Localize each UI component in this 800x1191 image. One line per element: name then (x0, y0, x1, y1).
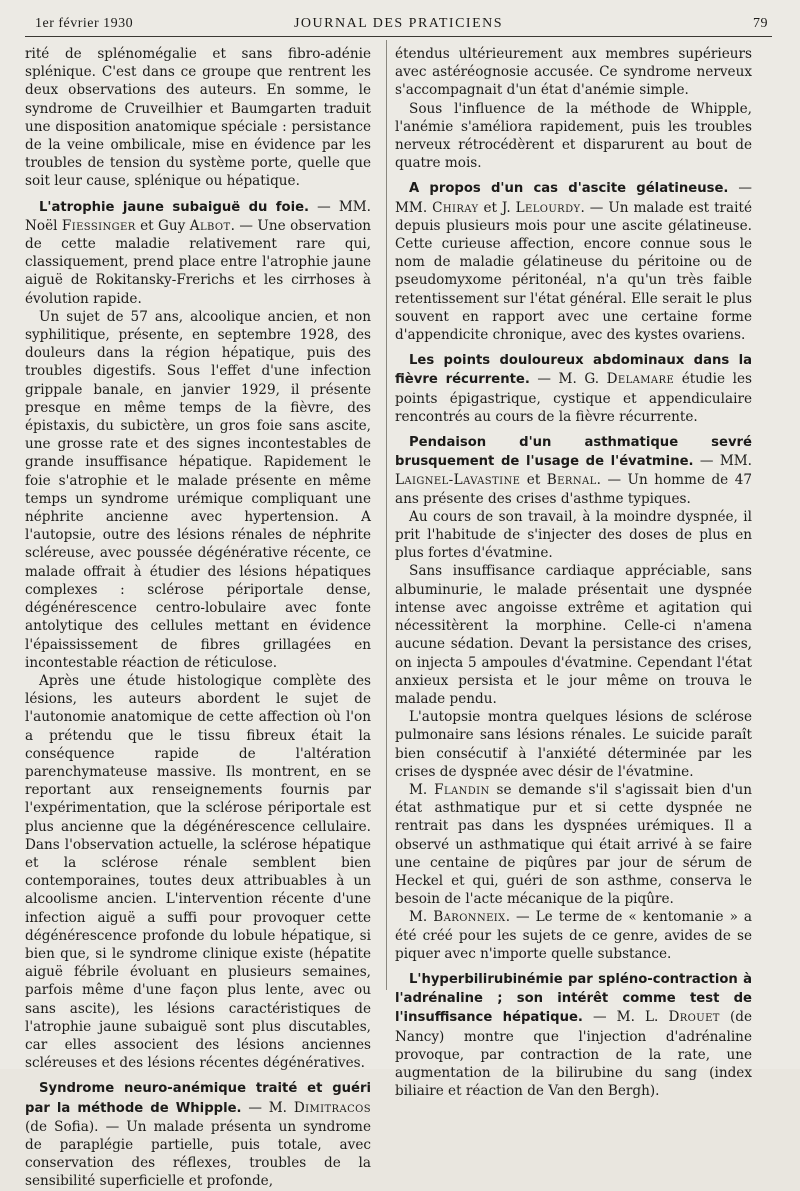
issue-date: 1er février 1930 (35, 16, 134, 31)
section-title: Pendaison d'un asthmatique sevré brusquement de l'usage de l'évatmine. (395, 435, 752, 470)
paragraph: rité de splénomégalie et sans fibro-adénie splénique. C'est dans ce groupe que rentrent les deux observations des auteurs. En somme, le syndrome de Cruveilhier et Baumgarten traduit une disposition anatomique spéciale : persistance de la veine ombilicale, mise en évidence par les troubles de tension du système porte, quelle que soit leur cause, splénique ou hépatique. (25, 46, 371, 190)
author-name: Chiray (432, 199, 479, 216)
author-name: Flandin (434, 781, 490, 798)
section-title: A propos d'un cas d'ascite gélatineuse. (409, 181, 729, 197)
paragraph: Sous l'influence de la méthode de Whipple, l'anémie s'améliora rapidement, puis les troubles nerveux rétrocédèrent et disparurent au bout de quatre mois. (395, 100, 752, 172)
paragraph: étendus ultérieurement aux membres supérieurs avec astéréognosie accusée. Ce syndrome nerveux s'accompagnait d'un état d'anémie simple. (395, 46, 752, 99)
author-name: Fiessinger (61, 217, 136, 234)
journal-title: JOURNAL DES PRATICIENS (293, 16, 504, 31)
paragraph: Au cours de son travail, à la moindre dyspnée, il prit l'habitude de s'injecter des doses de plus en plus fortes d'évatmine. (395, 508, 752, 562)
paragraph: Après une étude histologique complète des lésions, les auteurs abordent le sujet de l'autonomie anatomique de cette affection où l'on a prétendu que le tissu fibreux était la conséquence rapide de l'altération parenchymateuse massive. Ils montrent, en se reportant aux renseignements fournis par l'expérimentation, que la sclérose périportale est plus ancienne que la dégénérescence cellulaire. Dans l'observation actuelle, la sclérose hépatique et la sclérose rénale semblent bien contemporaines, toutes deux attribuables à un alcoolisme ancien. L'intervention récente d'une infection aiguë a suffi pour provoquer cette dégénérescence profonde du lobule hépatique, si bien que, si le syndrome clinique existe (hépatite aiguë fébrile évoluant en plusieurs semaines, parfois même d'une façon plus lente, avec ou sans ascite), les lésions caractéristiques de l'atrophie jaune subaiguë sont plus discutables, car elles associent des lésions anciennes scléreuses et des lésions récentes dégénératives. (25, 672, 371, 1072)
section-ascite-gelatineuse: A propos d'un cas d'ascite gélatineuse. — MM. Chiray et J. Lelourdy. — Un malade est traité depuis plusieurs mois pour une ascite gélatineuse. Cette curieuse affection, encore connue sous le nom de maladie gélatineuse du péritoine ou de pseudomyxome péritonéal, n'a qu'un très faible retentissement sur l'état général. Elle serait le plus souvent en rapport avec une certaine forme d'appendicite chronique, avec des kystes ovariens. (395, 180, 752, 344)
section-title: Syndrome neuro-anémique traité et guéri par la méthode de Whipple. (25, 1081, 371, 1116)
author-name: Bernal (546, 472, 597, 489)
section-neuro-anemique: Syndrome neuro-anémique traité et guéri par la méthode de Whipple. — M. Dimitracos (de Sofia). — Un malade présenta un syndrome de paraplégie partielle, puis totale, avec conservation des réflexes, troubles de la sensibilité superficielle et profonde, (25, 1081, 371, 1190)
section-title: L'atrophie jaune subaiguë du foie. (39, 199, 310, 215)
running-header (25, 14, 772, 37)
author-name: Laignel-Lavastine (395, 472, 521, 489)
section-pendaison-asthmatique: Pendaison d'un asthmatique sevré brusquement de l'usage de l'évatmine. — MM. Laignel-Lavastine et Bernal. — Un homme de 47 ans présente des crises d'asthme typiques. (395, 435, 752, 507)
paragraph: M. Baronneix. — Le terme de « kentomanie » a été créé pour les sujets de ce genre, avides de se piquer avec n'importe quelle substance. (395, 909, 753, 962)
paragraph: Sans insuffisance cardiaque appréciable, sans albuminurie, le malade présentait une dyspnée intense avec angoisse extrême et agitation qui nécessitèrent la morphine. Celle-ci n'amena aucune sédation. Devant la persistance des crises, on injecta 5 ampoules d'évatmine. Cependant l'état anxieux persista et le jour même on trouva le malade pendu. (395, 563, 752, 707)
section-title: Les points douloureux abdominaux dans la fièvre récurrente. (395, 353, 752, 388)
page-number: 79 (753, 16, 768, 31)
author-name: Lelourdy (515, 199, 581, 216)
section-points-douloureux: Les points douloureux abdominaux dans la fièvre récurrente. — M. G. Delamare étudie les points épigastrique, cystique et appendiculaire rencontrés au cours de la fièvre récurrente. (395, 353, 752, 425)
paragraph: L'autopsie montra quelques lésions de sclérose pulmonaire sans lésions rénales. Le suicide paraît bien consécutif à l'anxiété déterminée par les crises de dyspnée avec désir de l'évatmine. (395, 709, 752, 780)
section-title: L'hyperbilirubinémie par spléno-contraction à l'adrénaline ; son intérêt comme test de l'insuffisance hépatique. (395, 971, 752, 1026)
section-cruveilhier-atrophie: L'atrophie jaune subaiguë du foie. — MM. Noël Fiessinger et Guy Albot. — Une observation de cette maladie relativement rare qui, classiquement, prend place entre l'atrophie jaune aiguë de Rokitansky-Frerichs et les cirrhoses à évolution rapide. (25, 198, 372, 307)
left-column (25, 45, 377, 1191)
author-name: Delamare (606, 371, 675, 388)
author-name: Dimitracos (293, 1099, 371, 1116)
author-name: Albot (189, 217, 231, 234)
paragraph: Un sujet de 57 ans, alcoolique ancien, et non syphilitique, présente, en septembre 1928, des douleurs dans la région hépatique, puis des troubles digestifs. Sous l'effet d'une infection grippale banale, en janvier 1929, il présente presque en même temps de la fièvre, des épistaxis, du subictère, un gros foie sans ascite, une grosse rate et des signes incontestables de grande insuffisance hépatique. Rapidement le foie s'atrophie et le malade présente en même temps un syndrome urémique compliquant une néphrite ancienne avec hypertension. A l'autopsie, outre des lésions rénales de néphrite scléreuse, avec poussée dégénérative récente, ce malade offrait à étudier des lésions hépatiques complexes : sclérose périportale dense, dégénérescence centro-lobulaire avec fonte antolytique des cellules mettant en évidence l'épaississement de fibres grillagées en incontestable réaction de réticulose. (25, 308, 371, 671)
right-column (395, 45, 752, 1191)
paragraph: M. Flandin se demande s'il s'agissait bien d'un état asthmatique pur et si cette dyspnée ne rentrait pas dans les dyspnées urémiques. Il a observé un asthmatique qui était arrivé à se faire une centaine de piqûres par jour de sérum de Heckel et qui, guéri de son asthme, conserva le besoin de l'acte mécanique de la piqûre. (395, 781, 753, 908)
section-hyperbilirubinemie: L'hyperbilirubinémie par spléno-contraction à l'adrénaline ; son intérêt comme test de l'insuffisance hépatique. — M. L. Drouet (de Nancy) montre que l'injection d'adrénaline provoque, par contraction de la rate, une augmentation de la bilirubine du sang (index biliaire et réaction de Van den Bergh). (395, 971, 753, 1100)
author-name: Baronneix (433, 909, 506, 926)
text-columns (25, 45, 772, 1191)
column-divider (386, 40, 387, 990)
author-name: Drouet (668, 1009, 720, 1026)
